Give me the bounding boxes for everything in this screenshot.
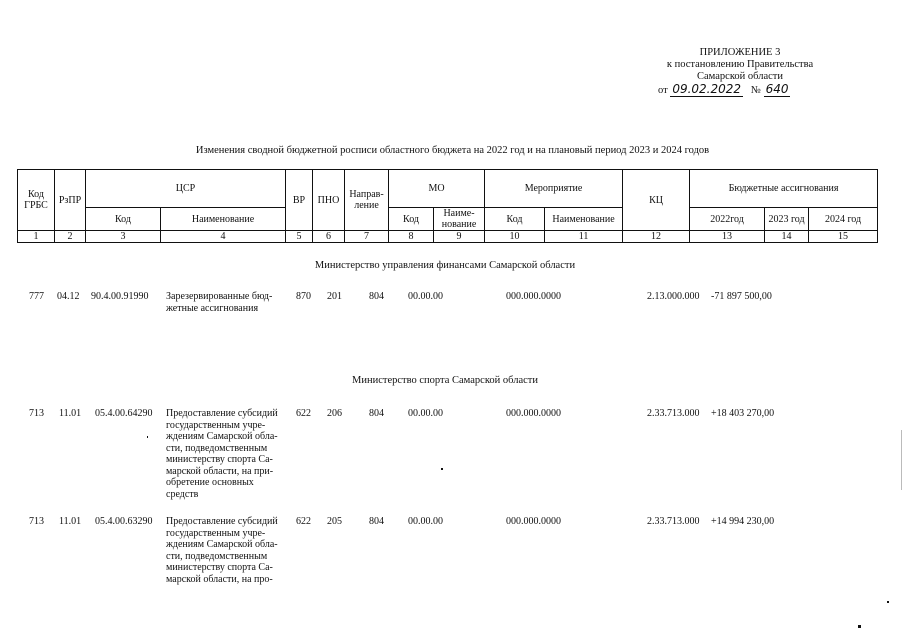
col-num: 9: [434, 231, 485, 243]
col-num: 2: [55, 231, 86, 243]
cell-csr: 05.4.00.64290: [95, 408, 153, 419]
cell-napr: 804: [369, 291, 384, 302]
appendix-block: [650, 47, 830, 97]
handwritten-number: 640: [765, 82, 789, 96]
col-num: 5: [286, 231, 313, 243]
col-num: 3: [86, 231, 161, 243]
appendix-line-1: к постановлению Правительства: [666, 59, 814, 70]
cell-napr: 804: [369, 516, 384, 527]
cell-mo: 00.00.00: [408, 516, 443, 527]
date-prefix: от: [658, 85, 668, 96]
col-2023: 2023 год: [765, 208, 809, 231]
cell-pno: 205: [327, 516, 342, 527]
cell-grbs: 713: [29, 516, 44, 527]
cell-rzpr: 11.01: [59, 516, 82, 527]
cell-name: Предоставление субсидий государственным учре-ждениям Самарской обла-сти, подведомственным министерству спорта Са-марской области, на при-обретение основных средств: [166, 408, 278, 500]
cell-amount-2022: +18 403 270,00: [711, 408, 775, 419]
col-num: 8: [389, 231, 434, 243]
cell-pno: 206: [327, 408, 342, 419]
section-heading: Министерство спорта Самарской области: [352, 375, 538, 386]
handwritten-date: 09.02.2022: [672, 82, 742, 96]
cell-vr: 870: [296, 291, 311, 302]
appendix-date-line: [650, 83, 830, 97]
col-num: 10: [485, 231, 545, 243]
col-num: 14: [765, 231, 809, 243]
col-num: 13: [690, 231, 765, 243]
col-vr: ВР: [286, 170, 313, 231]
col-mer-name: Наименование: [545, 208, 623, 231]
cell-napr: 804: [369, 408, 384, 419]
col-kc: КЦ: [623, 170, 690, 231]
cell-mo: 00.00.00: [408, 291, 443, 302]
cell-mer: 000.000.0000: [506, 291, 561, 302]
cell-mo: 00.00.00: [408, 408, 443, 419]
number-prefix: №: [750, 85, 761, 96]
col-num: 6: [313, 231, 345, 243]
col-mo: МО: [389, 170, 485, 208]
scan-edge-mark: [901, 430, 902, 490]
cell-mer: 000.000.0000: [506, 408, 561, 419]
col-2022: 2022год: [690, 208, 765, 231]
scan-speck: [147, 436, 148, 438]
cell-grbs: 777: [29, 291, 44, 302]
col-num: 1: [18, 231, 55, 243]
cell-mer: 000.000.0000: [506, 516, 561, 527]
col-pno: ПНО: [313, 170, 345, 231]
cell-kc: 2.33.713.000: [647, 408, 700, 419]
scan-speck: [441, 468, 443, 470]
cell-kc: 2.13.000.000: [647, 291, 700, 302]
cell-grbs: 713: [29, 408, 44, 419]
col-csr: ЦСР: [86, 170, 286, 208]
col-mo-kod: Код: [389, 208, 434, 231]
cell-name: Зарезервированные бюд-жетные ассигнования: [166, 291, 273, 314]
col-csr-kod: Код: [86, 208, 161, 231]
document-title: Изменения сводной бюджетной росписи областного бюджета на 2022 год и на плановый период 2023 и 2024 годов: [195, 145, 710, 156]
cell-pno: 201: [327, 291, 342, 302]
col-num: 11: [545, 231, 623, 243]
col-meropriyatie: Мероприятие: [485, 170, 623, 208]
section-heading: Министерство управления финансами Самарской области: [314, 260, 576, 271]
cell-amount-2022: -71 897 500,00: [711, 291, 772, 302]
col-csr-name: Наименование: [161, 208, 286, 231]
col-mer-kod: Код: [485, 208, 545, 231]
col-budget: Бюджетные ассигнования: [690, 170, 878, 208]
cell-vr: 622: [296, 408, 311, 419]
cell-kc: 2.33.713.000: [647, 516, 700, 527]
cell-rzpr: 11.01: [59, 408, 82, 419]
col-2024: 2024 год: [809, 208, 878, 231]
cell-csr: 05.4.00.63290: [95, 516, 153, 527]
scan-speck: [887, 601, 889, 603]
appendix-line-2: Самарской области: [697, 71, 783, 82]
col-mo-name: Наиме-нование: [434, 208, 485, 231]
budget-header-table: [17, 169, 878, 243]
col-napravlenie: Направ-ление: [345, 170, 389, 231]
scan-speck: [858, 625, 861, 628]
col-num: 4: [161, 231, 286, 243]
appendix-title: ПРИЛОЖЕНИЕ 3: [699, 47, 781, 58]
col-rzpr: РзПР: [55, 170, 86, 231]
col-num: 7: [345, 231, 389, 243]
col-num: 12: [623, 231, 690, 243]
cell-amount-2022: +14 994 230,00: [711, 516, 775, 527]
cell-csr: 90.4.00.91990: [91, 291, 149, 302]
cell-vr: 622: [296, 516, 311, 527]
col-num: 15: [809, 231, 878, 243]
cell-name: Предоставление субсидий государственным учре-ждениям Самарской обла-сти, подведомственным министерству спорта Са-марской области, на про-: [166, 516, 278, 585]
col-kod-grbs: Код ГРБС: [18, 170, 55, 231]
cell-rzpr: 04.12: [57, 291, 80, 302]
